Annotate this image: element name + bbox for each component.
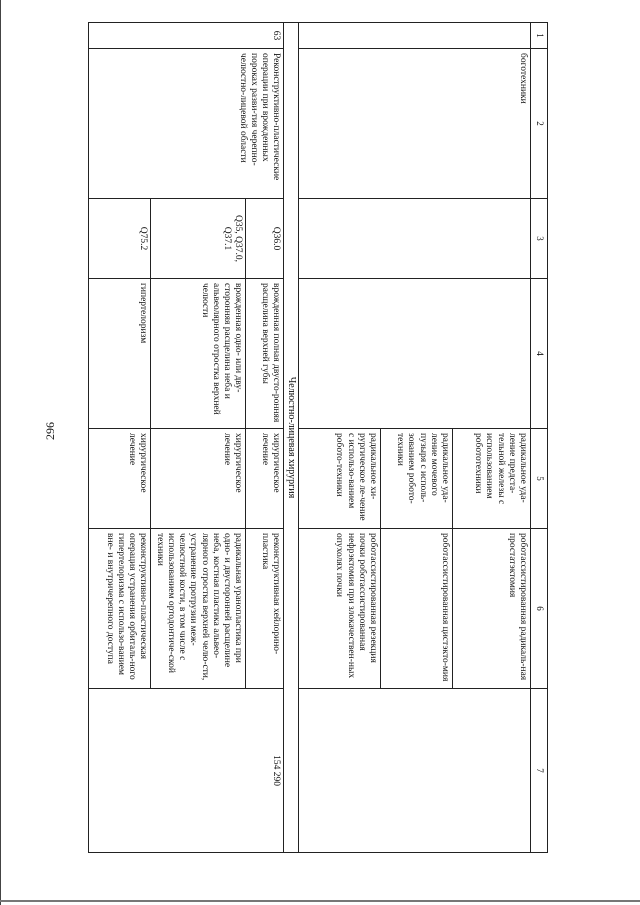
page-number: 296: [43, 422, 57, 440]
treatment-cell: радикальное хи-рургическое ле-чение с использо-ванием робото-техники: [299, 429, 381, 529]
scan-left-edge: [0, 0, 1, 905]
header-col-6: 6: [531, 529, 548, 689]
cont-code-cell: [299, 199, 531, 279]
model-cell: гипертелоризм: [89, 279, 151, 429]
code-cell: Q35, Q37.0, Q37.1: [151, 199, 246, 279]
header-col-7: 7: [531, 689, 548, 853]
medical-care-table: [88, 22, 548, 853]
cont-model-cell: [299, 279, 531, 429]
method-cell: роботассистированная цистэкто-мия: [381, 529, 453, 689]
code-cell: Q75.2: [89, 199, 151, 279]
section-title: Челюстно-лицевая хирургия: [284, 23, 299, 853]
method-cell: реконструктивная хейлорино-пластика: [246, 529, 284, 689]
cont-name-cell: боготехники: [299, 49, 531, 199]
price-cell: 154 290: [89, 689, 284, 853]
header-row: [531, 23, 548, 853]
model-cell: врожденная одно- или дву-сторонняя расщелина неба и альвеолярного отростка верхней челюсти: [151, 279, 246, 429]
scan-bottom-edge: [0, 900, 640, 902]
method-cell: реконструктивно-пластическая операция устранения орбиталь-ного гипертелоризма с использо-ванием вне- и внутричерепного доступа: [89, 529, 151, 689]
table-row: [453, 23, 531, 853]
header-col-2: 2: [531, 49, 548, 199]
treatment-cell: хирургическое лечение: [151, 429, 246, 529]
cont-num-cell: [299, 23, 531, 49]
header-col-1: 1: [531, 23, 548, 49]
header-col-5: 5: [531, 429, 548, 529]
row-name: Реконструктивно-пластические операции при врожденных пороках разви-тия черепно-челюстно-лицевой области: [89, 49, 284, 199]
code-cell: Q36.0: [246, 199, 284, 279]
method-cell: радикальная уранопластика при одно- и двусторонней расщелине неба, костная пластика альвео-лярного отростка верхней челю-сти, устранение протрузии меж-челюстной кости, в том числе с использованием ортодонтиче-ской техники: [151, 529, 246, 689]
cont-price-cell: [299, 689, 531, 853]
treatment-cell: хирургическое лечение: [246, 429, 284, 529]
method-cell: роботассистированная резекция почки роботассистированная нефрэктомия при злокачествен-ных опухолях почки: [299, 529, 381, 689]
treatment-cell: радикальное уда-ление предста-тельной железы с использованием робототехники: [453, 429, 531, 529]
header-col-3: 3: [531, 199, 548, 279]
rotated-page: [86, 22, 548, 852]
model-cell: врожденная полная двусто-ронняя расщелина верхней губы: [246, 279, 284, 429]
treatment-cell: хирургическое лечение: [89, 429, 151, 529]
method-cell: роботассистированная радикаль-ная простатэктомия: [453, 529, 531, 689]
treatment-cell: радикальное уда-ление мочевого пузыря с исполь-зованием робото-техники: [381, 429, 453, 529]
header-col-4: 4: [531, 279, 548, 429]
row-number: 63: [89, 23, 284, 49]
table-row: [246, 23, 284, 853]
section-row: [284, 23, 299, 853]
